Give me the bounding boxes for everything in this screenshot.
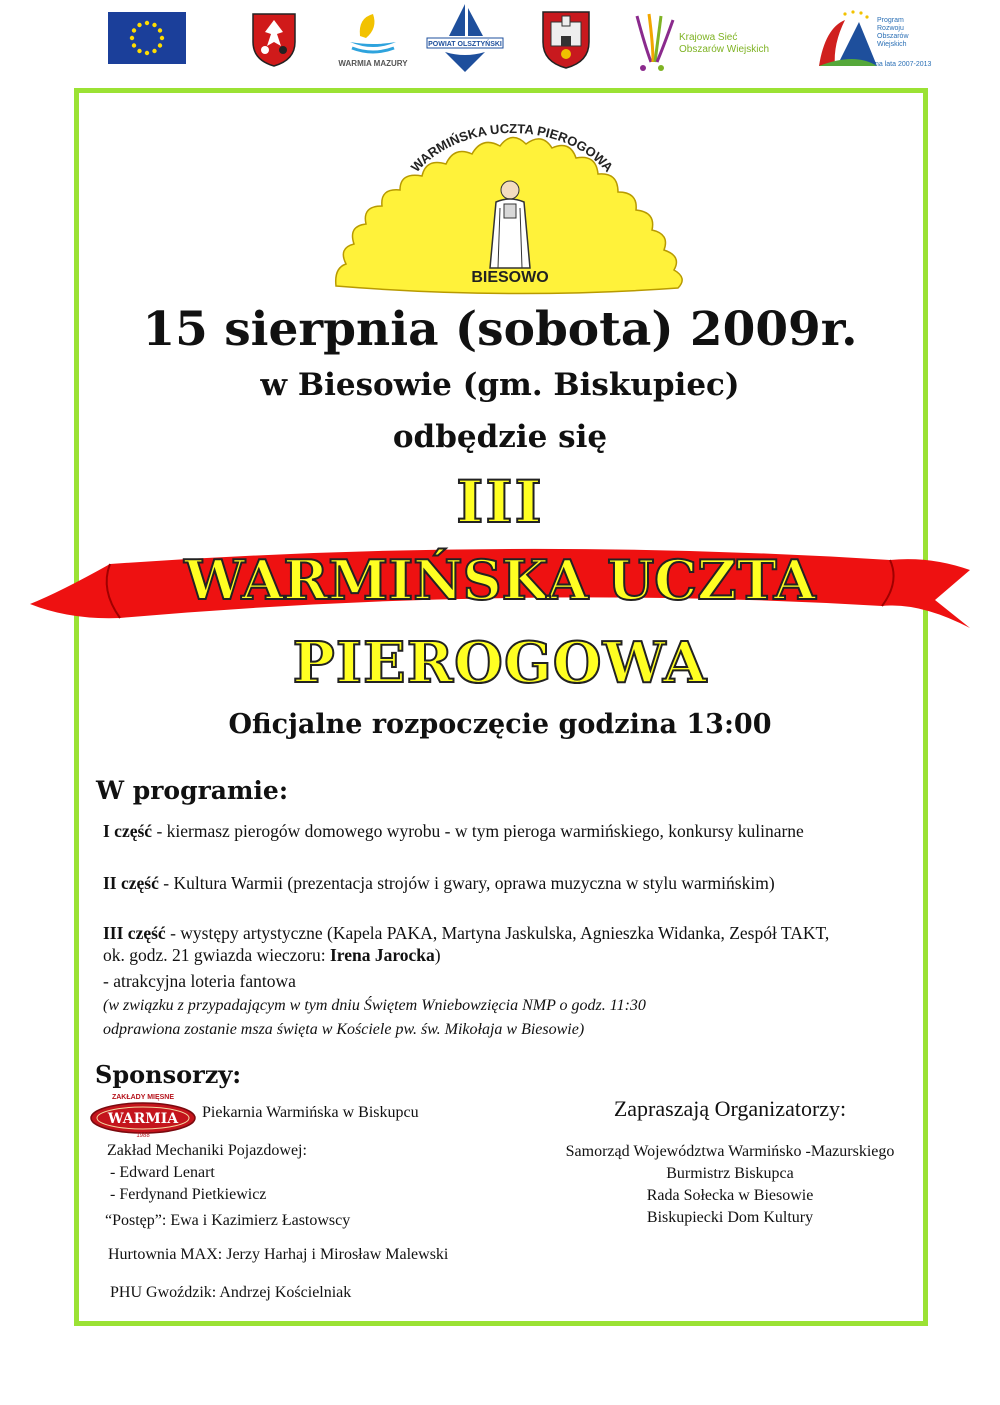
prow-logo-text-1: Program	[877, 17, 904, 24]
warmia-logo-top: ZAKŁADY MIĘSNE	[111, 1094, 175, 1101]
biskupiec-coat-of-arms-logo	[541, 10, 591, 70]
program-part-1	[103, 820, 933, 842]
program-note-line-2: odprawiona zostanie msza święta w Kościele pw. św. Mikołaja w Biesowie)	[103, 1021, 585, 1038]
opening-time: Oficjalne rozpoczęcie godzina 13:00	[228, 709, 772, 740]
organizer-4: Biskupiecki Dom Kultury	[646, 1209, 814, 1226]
sponsor-zaklad-person-2: - Ferdynand Pietkiewicz	[110, 1186, 267, 1203]
sponsor-hurtownia: Hurtownia MAX: Jerzy Harhaj i Mirosław Malewski	[108, 1246, 449, 1263]
prow-2007-2013-logo	[815, 8, 932, 72]
part-2-label: II część	[103, 873, 159, 893]
part-3-text-c: )	[434, 945, 441, 965]
edition-number: III	[456, 468, 544, 536]
ksow-logo-text-2: Obszarów Wiejskich	[679, 44, 770, 55]
warmia-logo-name: WARMIA	[107, 1111, 179, 1127]
prow-logo-text-2: Rozwoju	[877, 25, 904, 32]
ksow-logo-text-1: Krajowa Sieć	[679, 32, 738, 43]
sponsor-postep: “Postęp”: Ewa i Kazimierz Łastowscy	[105, 1212, 351, 1229]
organizer-1: Samorząd Województwa Warmińsko -Mazurskiego	[565, 1143, 895, 1160]
organizer-2: Burmistrz Biskupca	[666, 1165, 794, 1182]
warmia-mazury-logo	[338, 8, 408, 70]
program-part-2	[103, 872, 933, 894]
part-2-text: - Kultura Warmii (prezentacja strojów i gwary, oprawa muzyczna w stylu warmińskim)	[158, 873, 775, 893]
prow-logo-text-4: Wiejskich	[877, 41, 907, 48]
organizers-heading: Zapraszają Organizatorzy:	[613, 1096, 847, 1121]
prow-logo-text-5: na lata 2007-2013	[875, 61, 932, 68]
pierogi-emblem	[330, 118, 690, 298]
part-3-text-b: ok. godz. 21 gwiazda wieczoru:	[103, 945, 330, 965]
krajowa-siec-obszarow-wiejskich-logo	[627, 6, 787, 72]
event-title-line-1: WARMIŃSKA UCZTA	[184, 548, 816, 612]
program-part-3-star-line	[103, 944, 933, 966]
emblem-bottom-text: BIESOWO	[471, 269, 549, 286]
sponsors-heading: Sponsorzy:	[95, 1060, 242, 1089]
event-place: w Biesowie (gm. Biskupiec)	[260, 367, 740, 403]
part-3-star: Irena Jarocka	[329, 945, 435, 965]
powiat-logo-text: POWIAT OLSZTYŃSKI	[428, 41, 502, 48]
program-heading: W programie:	[96, 776, 289, 805]
program-note-line-1: (w związku z przypadającym w tym dniu Świętem Wniebowzięcia NMP o godz. 11:30	[103, 997, 646, 1014]
sponsor-zaklad: Zakład Mechaniki Pojazdowej:	[107, 1142, 307, 1159]
powiat-olsztynski-logo	[425, 0, 505, 74]
voivodeship-coat-of-arms-logo	[251, 12, 297, 68]
part-1-label: I część	[103, 821, 153, 841]
organizer-3: Rada Sołecka w Biesowie	[646, 1187, 814, 1204]
emblem-arc-text: WARMIŃSKA UCZTA PIEROGOWA	[407, 120, 617, 175]
warmia-logo-year: 1988	[136, 1133, 150, 1139]
eu-flag-logo	[108, 12, 186, 64]
sponsor-piekarnia: Piekarnia Warmińska w Biskupcu	[202, 1104, 419, 1121]
prow-logo-text-3: Obszarów	[877, 33, 909, 40]
program-part-3	[103, 922, 933, 944]
event-date: 15 sierpnia (sobota) 2009r.	[142, 302, 858, 357]
sponsor-zaklad-person-1: - Edward Lenart	[110, 1164, 215, 1181]
event-title-line-2: PIEROGOWA	[292, 630, 708, 696]
part-3-text-a: - występy artystyczne (Kapela PAKA, Martyna Jaskulska, Agnieszka Widanka, Zespół TAKT,	[165, 923, 830, 943]
event-intro: odbędzie się	[392, 419, 608, 455]
part-1-text: - kiermasz pierogów domowego wyrobu - w tym pieroga warmińskiego, konkursy kulinarne	[152, 821, 804, 841]
sponsor-phu: PHU Gwoździk: Andrzej Kościelniak	[110, 1284, 352, 1301]
warmia-meat-logo	[88, 1090, 198, 1138]
part-3-label: III część	[103, 923, 166, 943]
program-lottery: - atrakcyjna loteria fantowa	[103, 971, 296, 991]
warmia-mazury-logo-text: WARMIA MAZURY	[338, 59, 408, 68]
